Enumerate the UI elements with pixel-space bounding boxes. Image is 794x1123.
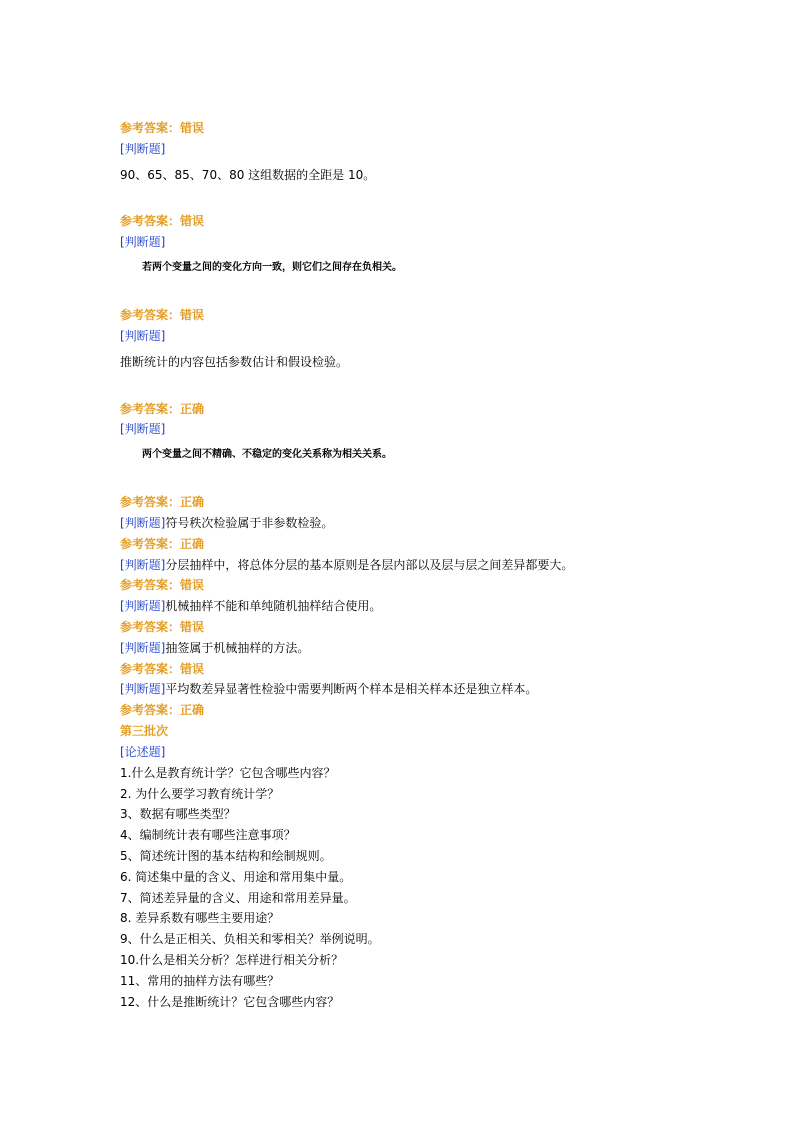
essay-question: 11、常用的抽样方法有哪些？ xyxy=(120,974,280,988)
batch-title: 第三批次 xyxy=(120,724,169,738)
question-text: 分层抽样中，将总体分层的基本原则是各层内部以及层与层之间差异都要大。 xyxy=(165,558,574,572)
essay-question: 12、什么是推断统计？它包含哪些内容？ xyxy=(120,995,340,1009)
reference-answer: 参考答案：正确 xyxy=(120,402,205,416)
question-text: 推断统计的内容包括参数估计和假设检验。 xyxy=(120,355,349,369)
question-type-tag: [判断题] xyxy=(120,235,166,249)
essay-question: 1.什么是教育统计学？它包含哪些内容？ xyxy=(120,766,336,780)
question-text: 符号秩次检验属于非参数检验。 xyxy=(165,516,334,530)
question-line xyxy=(120,515,333,531)
question-text: 抽签属于机械抽样的方法。 xyxy=(165,641,310,655)
question-type-tag: [判断题] xyxy=(120,599,166,613)
reference-answer: 参考答案：错误 xyxy=(120,121,205,135)
essay-question: 9、什么是正相关、负相关和零相关？举例说明。 xyxy=(120,932,380,946)
essay-question: 7、简述差异量的含义、用途和常用差异量。 xyxy=(120,891,356,905)
question-text: 平均数差异显著性检验中需要判断两个样本是相关样本还是独立样本。 xyxy=(165,682,538,696)
question-type-tag: [判断题] xyxy=(120,329,166,343)
essay-tag: [论述题] xyxy=(120,745,166,759)
reference-answer: 参考答案：正确 xyxy=(120,537,205,551)
essay-question: 6. 简述集中量的含义、用途和常用集中量。 xyxy=(120,870,352,884)
essay-question: 5、简述统计图的基本结构和绘制规则。 xyxy=(120,849,332,863)
question-type-tag: [判断题] xyxy=(120,682,166,696)
reference-answer: 参考答案：错误 xyxy=(120,662,205,676)
essay-question: 3、数据有哪些类型？ xyxy=(120,807,236,821)
reference-answer: 参考答案：错误 xyxy=(120,620,205,634)
question-line xyxy=(120,640,309,656)
reference-answer: 参考答案：错误 xyxy=(120,308,205,322)
question-type-tag: [判断题] xyxy=(120,422,166,436)
question-line xyxy=(120,598,381,614)
question-type-tag: [判断题] xyxy=(120,558,166,572)
question-text: 两个变量之间不精确、不稳定的变化关系称为相关关系。 xyxy=(142,449,392,460)
essay-question: 8. 差异系数有哪些主要用途？ xyxy=(120,911,280,925)
essay-question: 10.什么是相关分析？怎样进行相关分析？ xyxy=(120,953,344,967)
reference-answer: 参考答案：错误 xyxy=(120,214,205,228)
question-text: 若两个变量之间的变化方向一致，则它们之间存在负相关。 xyxy=(142,262,402,273)
essay-question: 2. 为什么要学习教育统计学？ xyxy=(120,787,280,801)
question-text: 90、65、85、70、80 这组数据的全距是 10。 xyxy=(120,168,376,182)
question-line xyxy=(120,681,537,697)
question-type-tag: [判断题] xyxy=(120,142,166,156)
reference-answer: 参考答案：正确 xyxy=(120,495,205,509)
reference-answer: 参考答案：错误 xyxy=(120,578,205,592)
question-type-tag: [判断题] xyxy=(120,641,166,655)
reference-answer: 参考答案：正确 xyxy=(120,703,205,717)
question-type-tag: [判断题] xyxy=(120,516,166,530)
essay-question: 4、编制统计表有哪些注意事项？ xyxy=(120,828,296,842)
question-text: 机械抽样不能和单纯随机抽样结合使用。 xyxy=(165,599,382,613)
question-line xyxy=(120,557,573,573)
